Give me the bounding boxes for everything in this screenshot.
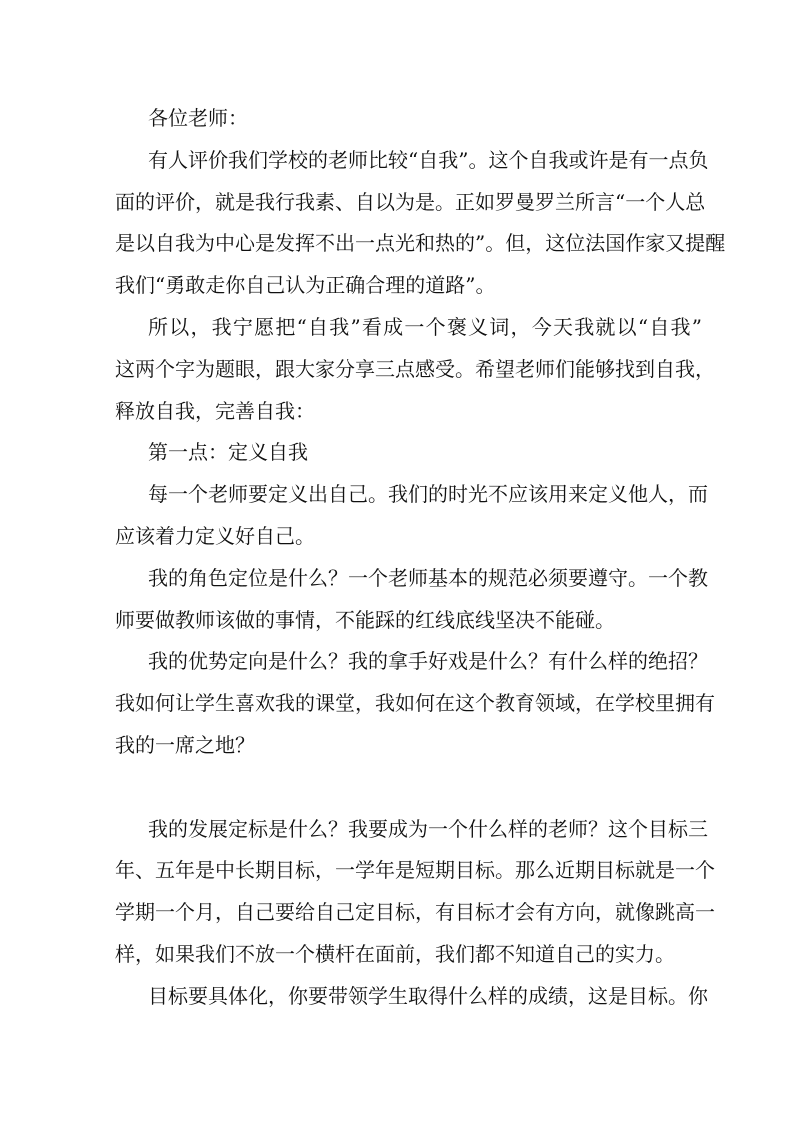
text-line: 样，如果我们不放一个横杆在面前，我们都不知道自己的实力。 — [115, 941, 675, 966]
text-line: 每一个老师要定义出自己。我们的时光不应该用来定义他人，而 — [148, 482, 708, 507]
text-line — [115, 767, 702, 809]
text-line: 有人评价我们学校的老师比较“自我”。这个自我或许是有一点负 — [148, 147, 709, 172]
paragraph — [115, 98, 702, 140]
text-line: 应该着力定义好自己。 — [115, 523, 315, 548]
text-line: 目标要具体化，你要带领学生取得什么样的成绩，这是目标。你 — [148, 983, 708, 1008]
text-line: 我们“勇敢走你自己认为正确合理的道路”。 — [115, 273, 496, 298]
text-line: 面的评价，就是我行我素、自以为是。正如罗曼罗兰所言“一个人总 — [115, 189, 706, 214]
paragraph — [115, 307, 715, 432]
text-line: 我的角色定位是什么？一个老师基本的规范必须要遵守。一个教 — [148, 565, 708, 590]
paragraph — [115, 976, 708, 1018]
text-line: 第一点：定义自我 — [148, 440, 308, 465]
text-line: 所以，我宁愿把“自我”看成一个褒义词，今天我就以“自我” — [148, 314, 702, 339]
paragraph — [115, 641, 715, 766]
blank-line — [115, 767, 702, 809]
paragraph — [115, 558, 708, 642]
document-page — [115, 98, 726, 1018]
text-line: 年、五年是中长期目标，一学年是短期目标。那么近期目标就是一个 — [115, 858, 715, 883]
text-line: 我的优势定向是什么？我的拿手好戏是什么？有什么样的绝招？ — [148, 649, 708, 674]
text-line: 学期一个月，自己要给自己定目标，有目标才会有方向，就像跳高一 — [115, 900, 715, 925]
text-line: 是以自我为中心是发挥不出一点光和热的”。但，这位法国作家又提醒 — [115, 231, 726, 256]
text-line: 释放自我，完善自我： — [115, 398, 315, 423]
text-line: 各位老师： — [148, 106, 248, 130]
text-line: 我的发展定标是什么？我要成为一个什么样的老师？这个目标三 — [148, 816, 708, 841]
paragraph — [115, 809, 715, 976]
text-line: 我如何让学生喜欢我的课堂，我如何在这个教育领域，在学校里拥有 — [115, 691, 715, 716]
text-line: 师要做教师该做的事情，不能踩的红线底线坚决不能碰。 — [115, 607, 615, 632]
text-line: 我的一席之地？ — [115, 732, 255, 757]
paragraph — [115, 432, 702, 474]
paragraph — [115, 474, 708, 558]
paragraph — [115, 140, 726, 307]
text-line: 这两个字为题眼，跟大家分享三点感受。希望老师们能够找到自我， — [115, 356, 715, 381]
